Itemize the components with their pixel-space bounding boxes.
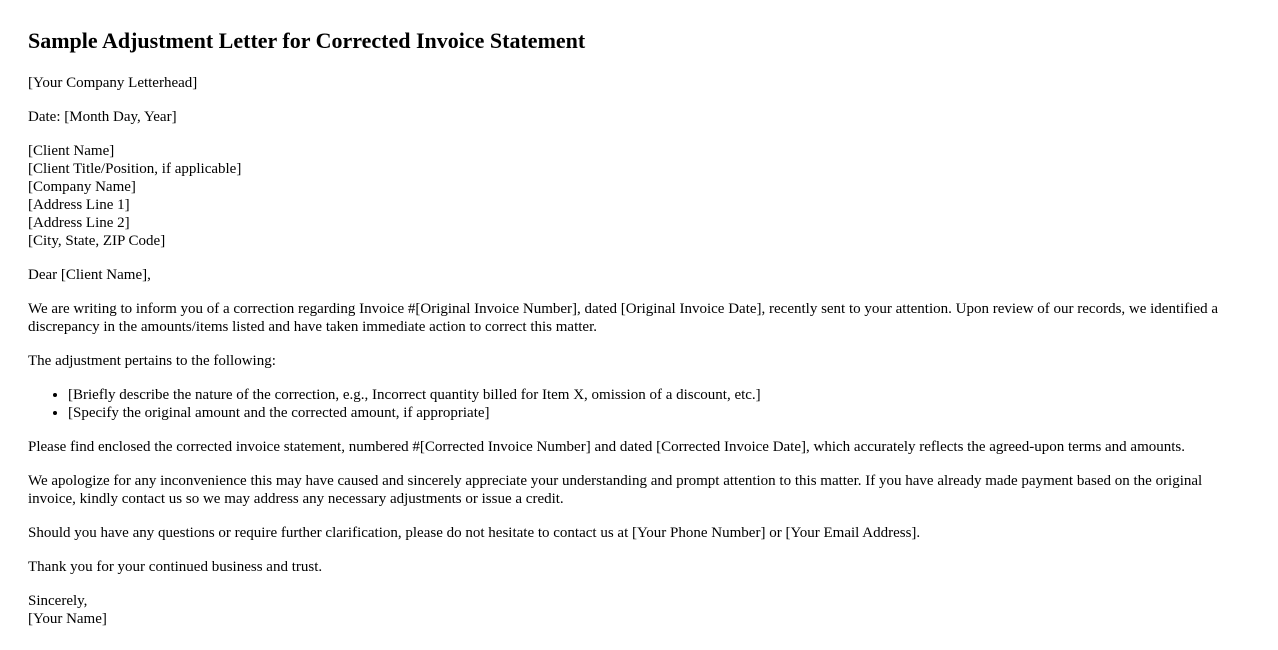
adjustment-list bbox=[28, 386, 1250, 422]
recipient-address-line-1: [Address Line 1] bbox=[28, 197, 130, 213]
paragraph-adjustment-lead: The adjustment pertains to the following: bbox=[28, 353, 276, 369]
paragraph-contact: Should you have any questions or require further clarification, please do not hesitate to contact us at [Your Phone Number] or [Your Email Address]. bbox=[28, 525, 921, 541]
letter-date: Date: [Month Day, Year] bbox=[28, 109, 177, 125]
adjustment-list-item: • [Specify the original amount and the corrected amount, if appropriate] bbox=[68, 404, 1250, 422]
recipient-address-block bbox=[28, 142, 1250, 250]
salutation: Dear [Client Name], bbox=[28, 267, 151, 283]
paragraph-enclosed: Please find enclosed the corrected invoice statement, numbered #[Corrected Invoice Number] and dated [Corrected Invoice Date], which accurately reflects the agreed-upon terms and amounts. bbox=[28, 439, 1186, 455]
paragraph-apology: We apologize for any inconvenience this may have caused and sincerely appreciate your understanding and prompt attention to this matter. If you have already made payment based on the original invoice, kindly contact us so we may address any necessary adjustments or issue a credit. bbox=[28, 473, 1203, 507]
letterhead: [Your Company Letterhead] bbox=[28, 75, 198, 91]
page-title: Sample Adjustment Letter for Corrected Invoice Statement bbox=[28, 28, 586, 53]
recipient-client-title: [Client Title/Position, if applicable] bbox=[28, 161, 242, 177]
adjustment-list-item: • [Briefly describe the nature of the correction, e.g., Incorrect quantity billed for Item X, omission of a discount, etc.] bbox=[68, 386, 1250, 404]
recipient-address-line-2: [Address Line 2] bbox=[28, 215, 130, 231]
recipient-client-name: [Client Name] bbox=[28, 143, 115, 159]
recipient-city-state-zip: [City, State, ZIP Code] bbox=[28, 233, 166, 249]
paragraph-thanks: Thank you for your continued business and trust. bbox=[28, 559, 323, 575]
signature-name: [Your Name] bbox=[28, 611, 107, 627]
signature-block bbox=[28, 592, 1250, 628]
closing: Sincerely, bbox=[28, 593, 88, 609]
paragraph-intro: We are writing to inform you of a correction regarding Invoice #[Original Invoice Number], dated [Original Invoice Date], recently sent to your attention. Upon review of our records, we identified a discrepancy in the amounts/items listed and have taken immediate action to correct this matter. bbox=[28, 301, 1219, 335]
recipient-company-name: [Company Name] bbox=[28, 179, 136, 195]
